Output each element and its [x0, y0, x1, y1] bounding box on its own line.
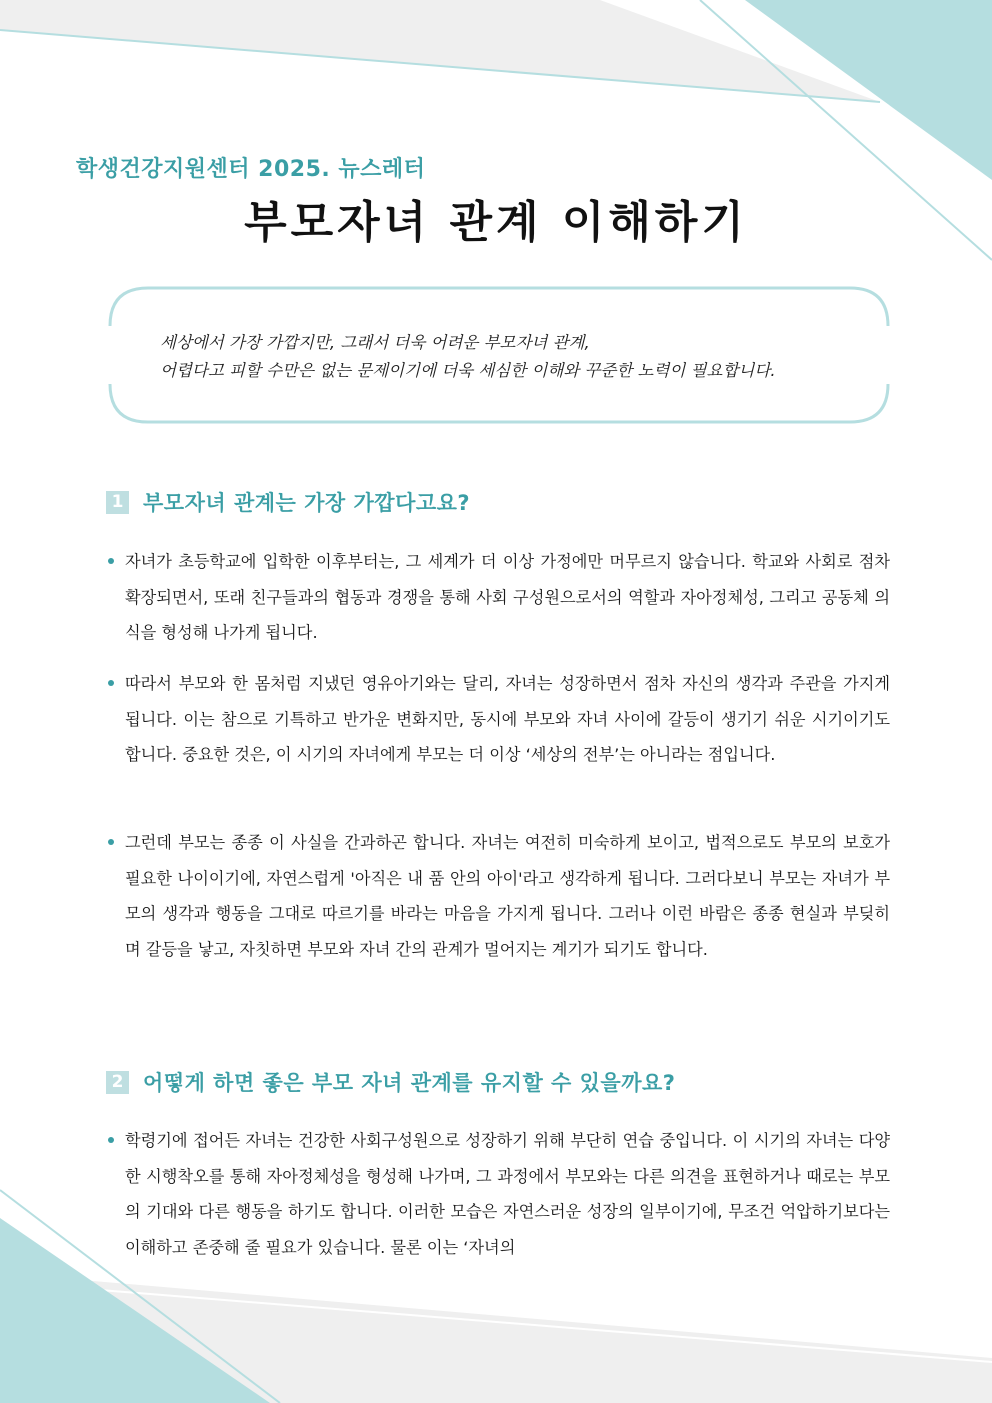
list-item: [108, 1123, 890, 1265]
paragraph: 따라서 부모와 한 몸처럼 지냈던 영유아기와는 달리, 자녀는 성장하면서 점차 자신의 생각과 주관을 가지게 됩니다. 이는 참으로 기특하고 반가운 변화지만, 동시에 부모와 자녀 사이에 갈등이 생기기 쉬운 시기이기도 합니다. 중요한 것은, 이 시기의 자녀에게 부모는 더 이상 ‘세상의 전부’는 아니라는 점입니다.: [125, 674, 890, 764]
section-title: 어떻게 하면 좋은 부모 자녀 관계를 유지할 수 있을까요?: [143, 1071, 676, 1095]
section-number-badge: 1: [106, 491, 129, 514]
intro-line-1: 세상에서 가장 가깝지만, 그래서 더욱 어려운 부모자녀 관계,: [160, 333, 590, 352]
intro-line-2: 어렵다고 피할 수만은 없는 문제이기에 더욱 세심한 이해와 꾸준한 노력이 필요합니다.: [160, 361, 776, 380]
paragraph: 그런데 부모는 종종 이 사실을 간과하곤 합니다. 자녀는 여전히 미숙하게 보이고, 법적으로도 부모의 보호가 필요한 나이이기에, 자연스럽게 '아직은 내 품 안의 아이'라고 생각하게 됩니다. 그러다보니 부모는 자녀가 부모의 생각과 행동을 그대로 따르기를 바라는 마음을 가지게 됩니다. 그러나 이런 바람은 종종 현실과 부딪히며 갈등을 낳고, 자칫하면 부모와 자녀 간의 관계가 멀어지는 계기가 되기도 합니다.: [125, 833, 890, 959]
list-item: [108, 666, 890, 773]
section-number-badge: 2: [106, 1071, 129, 1094]
intro-quote: [160, 329, 880, 385]
paragraph: 자녀가 초등학교에 입학한 이후부터는, 그 세계가 더 이상 가정에만 머무르지 않습니다. 학교와 사회로 점차 확장되면서, 또래 친구들과의 협동과 경쟁을 통해 사회 구성원으로서의 역할과 자아정체성, 그리고 공동체 의식을 형성해 나가게 됩니다.: [125, 552, 890, 642]
section-2-heading: [106, 1067, 675, 1097]
bullet-icon: [108, 839, 114, 845]
bullet-icon: [108, 1137, 114, 1143]
section-1-heading: [106, 487, 470, 517]
list-item: [108, 544, 890, 651]
bullet-icon: [108, 558, 114, 564]
page-title: 부모자녀 관계 이해하기: [244, 197, 748, 248]
newsletter-subtitle: 학생건강지원센터 2025. 뉴스레터: [76, 157, 426, 182]
list-item: [108, 825, 890, 967]
bullet-icon: [108, 680, 114, 686]
paragraph: 학령기에 접어든 자녀는 건강한 사회구성원으로 성장하기 위해 부단히 연습 중입니다. 이 시기의 자녀는 다양한 시행착오를 통해 자아정체성을 형성해 나가며, 그 과정에서 부모와는 다른 의견을 표현하거나 때로는 부모의 기대와 다른 행동을 하기도 합니다. 이러한 모습은 자연스러운 성장의 일부이기에, 무조건 억압하기보다는 이해하고 존중해 줄 필요가 있습니다. 물론 이는 ‘자녀의: [125, 1131, 890, 1257]
section-title: 부모자녀 관계는 가장 가깝다고요?: [143, 491, 471, 515]
